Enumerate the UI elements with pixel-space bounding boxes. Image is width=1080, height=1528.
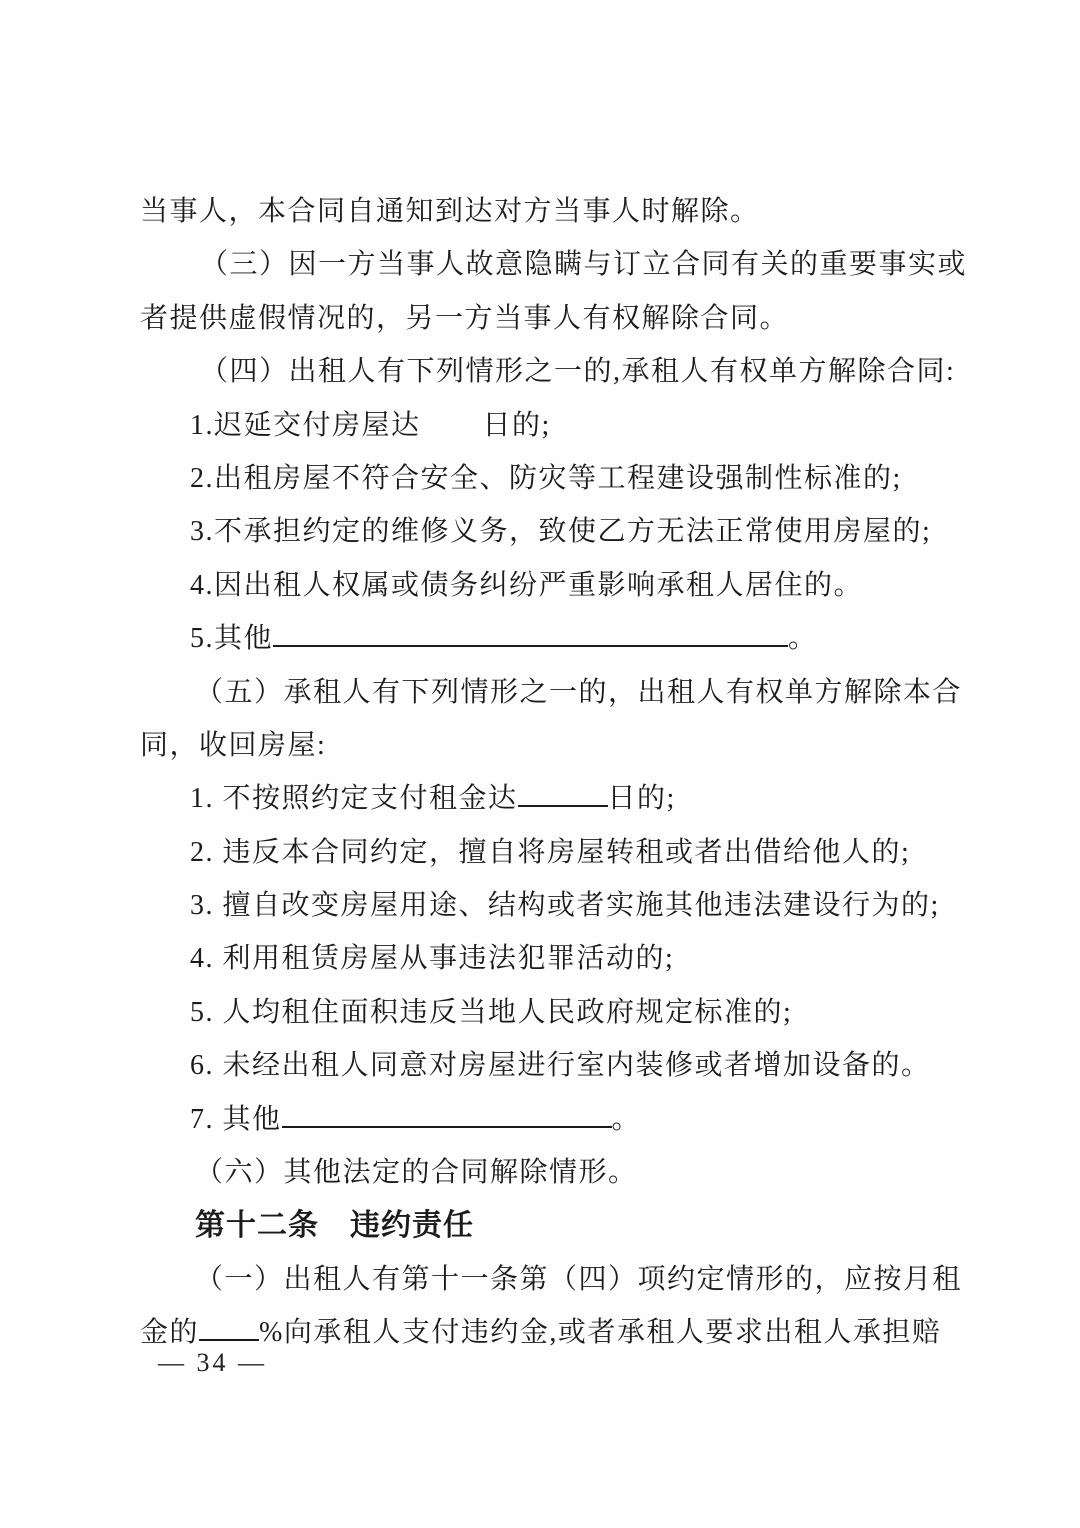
text-run: 3.不承担约定的维修义务，致使乙方无法正常使用房屋的; [190, 516, 932, 548]
text-run: 5. 人均租住面积违反当地人民政府规定标准的; [190, 996, 793, 1028]
text-run: 日的; [482, 409, 551, 441]
text-run: 6. 未经出租人同意对房屋进行室内装修或者增加设备的。 [190, 1050, 931, 1082]
text-line [140, 666, 963, 719]
text-run: 。 [611, 1103, 642, 1135]
text-line [140, 292, 955, 345]
blank-gap [421, 433, 483, 434]
text-line [140, 1146, 955, 1199]
text-line [140, 719, 955, 772]
text-run: 者提供虚假情况的，另一方当事人有权解除合同。 [140, 302, 790, 334]
text-run: （三）因一方当事人故意隐瞒与订立合同有关的重要事实或 [200, 249, 968, 281]
text-run: 。 [788, 623, 818, 655]
text-line [140, 452, 955, 505]
fill-in-blank-underline [273, 642, 788, 647]
text-line [140, 932, 955, 985]
text-run: 1.迟延交付房屋达 [190, 409, 421, 441]
text-run: （五）承租人有下列情形之一的，出租人有权单方解除本合 [195, 676, 963, 708]
text-run: 金的 [140, 1317, 200, 1349]
fill-in-blank-underline [199, 1336, 259, 1341]
text-line [140, 879, 955, 932]
text-run: （四）出租人有下列情形之一的,承租人有权单方解除合同: [200, 356, 956, 388]
text-run: 7. 其他 [190, 1103, 282, 1135]
fill-in-blank-underline [518, 802, 608, 807]
text-line [140, 238, 968, 291]
text-run: 1. 不按照约定支付租金达 [190, 783, 518, 815]
text-run: 4. 利用租赁房屋从事违法犯罪活动的; [190, 943, 675, 975]
text-line [140, 1093, 955, 1146]
section-heading [140, 1199, 955, 1252]
text-run: 2. 违反本合同约定，擅自将房屋转租或者出借给他人的; [190, 836, 911, 868]
text-run: 同，收回房屋: [140, 729, 327, 761]
text-run: （六）其他法定的合同解除情形。 [195, 1157, 638, 1189]
text-line [140, 772, 955, 825]
text-line [140, 612, 955, 665]
fill-in-blank-underline [282, 1123, 612, 1128]
text-run: 当事人，本合同自通知到达对方当事人时解除。 [140, 196, 760, 227]
page-number: — 34 — [158, 1348, 267, 1377]
text-line [140, 1253, 963, 1306]
text-run: 3. 擅自改变房屋用途、结构或者实施其他违法建设行为的; [190, 890, 940, 922]
document-lines [140, 185, 968, 1360]
text-run: %向承租人支付违约金,或者承租人要求出租人承担赔 [259, 1317, 942, 1349]
text-line [140, 559, 955, 612]
text-run: 4.因出租人权属或债务纠纷严重影响承租人居住的。 [190, 569, 864, 601]
text-run: 日的; [607, 783, 676, 815]
text-line [140, 399, 955, 452]
text-line [140, 1039, 955, 1092]
text-run: 5.其他 [190, 623, 274, 655]
text-run: （一）出租人有第十一条第（四）项约定情形的，应按月租 [195, 1263, 963, 1295]
text-line [140, 505, 955, 558]
text-line [140, 185, 955, 238]
text-run: 2.出租房屋不符合安全、防灾等工程建设强制性标准的; [190, 462, 902, 494]
text-line [140, 345, 955, 398]
text-run: 第十二条 违约责任 [195, 1209, 474, 1243]
text-line [140, 986, 955, 1039]
text-line [140, 826, 955, 879]
